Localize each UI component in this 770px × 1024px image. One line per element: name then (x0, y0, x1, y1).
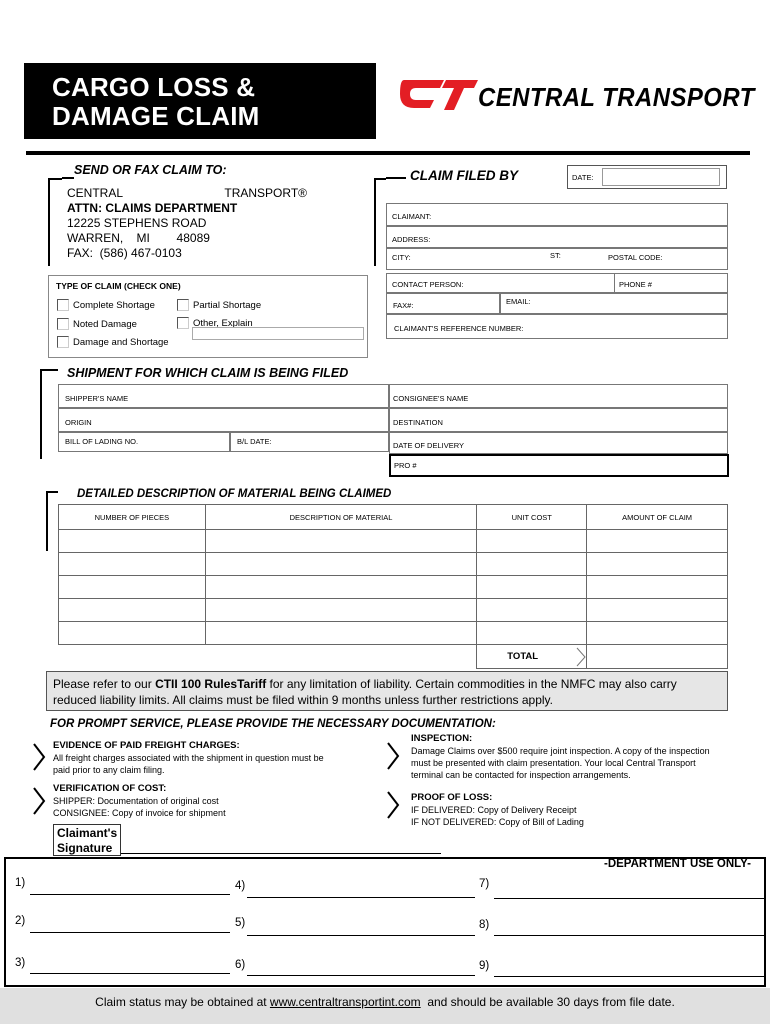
table-cell[interactable] (587, 599, 728, 622)
dept-line-5[interactable] (247, 935, 475, 936)
phone-label: PHONE # (619, 280, 652, 289)
dept-item-2: 2) (15, 915, 26, 927)
liability-notice (46, 671, 728, 711)
consignee-label: CONSIGNEE'S NAME (393, 394, 469, 403)
table-row[interactable] (59, 530, 728, 553)
table-cell[interactable] (59, 553, 206, 576)
col-amount-of-claim: AMOUNT OF CLAIM (587, 505, 728, 530)
col-description: DESCRIPTION OF MATERIAL (205, 505, 477, 530)
other-explain-field[interactable] (192, 327, 364, 340)
bl-date-field[interactable] (230, 432, 389, 452)
signature-line[interactable] (121, 853, 441, 854)
ct-logo-icon (400, 72, 480, 116)
table-cell[interactable] (59, 622, 206, 645)
pro-number-field[interactable] (389, 454, 729, 477)
chevron-right-icon (32, 787, 46, 815)
table-cell[interactable] (59, 530, 206, 553)
delivery-date-label: DATE OF DELIVERY (393, 441, 464, 450)
reference-number-label: CLAIMANT'S REFERENCE NUMBER: (394, 324, 524, 333)
table-cell[interactable] (477, 530, 587, 553)
empty-cell (205, 645, 477, 669)
signature-line2: Signature (57, 841, 113, 855)
consignee-name-field[interactable] (389, 384, 728, 408)
shipper-name-field[interactable] (58, 384, 389, 408)
city-row[interactable] (386, 248, 728, 270)
pro-number-label: PRO # (394, 461, 417, 470)
documentation-heading: FOR PROMPT SERVICE, PLEASE PROVIDE THE NECESSARY DOCUMENTATION: (50, 718, 496, 730)
send-to-address (67, 186, 367, 261)
evidence-heading: EVIDENCE OF PAID FREIGHT CHARGES: (53, 740, 240, 751)
dept-item-1: 1) (15, 877, 26, 889)
signature-line1: Claimant's (57, 826, 118, 840)
claimant-label: CLAIMANT: (392, 212, 432, 221)
department-use-box (4, 857, 766, 987)
material-table-header (59, 505, 728, 530)
phone-field[interactable] (614, 273, 728, 293)
header-divider (26, 151, 750, 155)
send-to-bracket (48, 178, 62, 266)
verification-consignee: CONSIGNEE: Copy of invoice for shipment (53, 808, 226, 818)
table-cell[interactable] (477, 576, 587, 599)
dept-line-8[interactable] (494, 935, 764, 936)
fax-field[interactable] (386, 293, 500, 314)
email-label: EMAIL: (506, 297, 531, 306)
dept-item-6: 6) (235, 959, 246, 971)
bl-date-label: B/L DATE: (237, 437, 272, 446)
notice-text-2: for any limitation of liability. Certain commodities in the NMFC may also carry reduced liability limits. All claims must be filed within 9 months unless further restrictions apply. (53, 677, 677, 707)
dept-item-8: 8) (479, 919, 490, 931)
proof-not-delivered: IF NOT DELIVERED: Copy of Bill of Lading (411, 817, 584, 827)
dept-line-7[interactable] (494, 898, 764, 899)
address-street: 12225 STEPHENS ROAD (67, 216, 207, 230)
inspection-heading: INSPECTION: (411, 733, 473, 744)
claimant-field[interactable] (386, 203, 728, 226)
dept-line-2[interactable] (30, 932, 230, 933)
date-input[interactable] (602, 168, 720, 186)
email-field[interactable] (500, 293, 728, 314)
checkbox-box[interactable] (57, 299, 69, 311)
shipment-heading: SHIPMENT FOR WHICH CLAIM IS BEING FILED (67, 366, 349, 380)
shipment-bracket (40, 369, 58, 459)
checkbox-noted-damage[interactable] (57, 318, 137, 330)
address-label: ADDRESS: (392, 235, 431, 244)
department-use-heading: -DEPARTMENT USE ONLY- (604, 858, 751, 870)
checkbox-damage-and-shortage[interactable] (57, 336, 169, 348)
central-transport-logo (400, 72, 755, 116)
origin-label: ORIGIN (65, 418, 92, 427)
checkbox-box[interactable] (57, 318, 69, 330)
table-row[interactable] (59, 576, 728, 599)
checkbox-label: Noted Damage (73, 318, 137, 330)
reference-number-field[interactable] (386, 314, 728, 339)
footer-text-post: and should be available 30 days from file date. (420, 995, 675, 1009)
footer-text-pre: Claim status may be obtained at (95, 995, 270, 1009)
dept-item-4: 4) (235, 880, 246, 892)
table-row[interactable] (59, 553, 728, 576)
table-cell[interactable] (477, 553, 587, 576)
checkbox-box[interactable] (177, 317, 189, 329)
city-label: CITY: (392, 253, 411, 262)
chevron-right-icon (386, 742, 400, 770)
fax-label: FAX#: (393, 301, 414, 310)
address-city: WARREN, MI 48089 (67, 231, 210, 245)
table-cell[interactable] (205, 622, 477, 645)
website-link[interactable]: www.centraltransportint.com (269, 995, 421, 1009)
proof-heading: PROOF OF LOSS: (411, 792, 493, 803)
checkbox-box[interactable] (177, 299, 189, 311)
table-cell[interactable] (205, 576, 477, 599)
total-row (59, 645, 728, 669)
postal-code-label: POSTAL CODE: (608, 253, 663, 262)
footer-status-note (0, 988, 770, 1024)
total-text: TOTAL (507, 651, 539, 662)
verification-shipper: SHIPPER: Documentation of original cost (53, 796, 219, 806)
notice-tariff: CTII 100 RulesTariff (155, 677, 267, 691)
destination-label: DESTINATION (393, 418, 443, 427)
form-title-line1: CARGO LOSS & (52, 72, 256, 102)
table-cell[interactable] (205, 530, 477, 553)
total-amount-cell[interactable] (587, 645, 728, 669)
dept-line-3[interactable] (30, 973, 230, 974)
material-bracket (46, 491, 58, 551)
claim-type-heading: TYPE OF CLAIM (CHECK ONE) (56, 281, 181, 291)
checkbox-label: Other, Explain (193, 317, 253, 329)
logo-wordmark: CENTRAL TRANSPORT (478, 82, 755, 112)
delivery-date-field[interactable] (389, 432, 728, 454)
claim-filed-heading: CLAIM FILED BY (410, 168, 518, 183)
table-row[interactable] (59, 622, 728, 645)
verification-heading: VERIFICATION OF COST: (53, 783, 167, 794)
shipper-label: SHIPPER'S NAME (65, 394, 129, 403)
checkbox-complete-shortage[interactable] (57, 299, 155, 311)
table-cell[interactable] (477, 599, 587, 622)
destination-field[interactable] (389, 408, 728, 432)
table-cell[interactable] (587, 530, 728, 553)
address-transport: TRANSPORT® (224, 186, 307, 200)
table-cell[interactable] (587, 622, 728, 645)
dept-item-3: 3) (15, 957, 26, 969)
proof-of-loss-block (411, 792, 726, 828)
contact-person-label: CONTACT PERSON: (392, 280, 464, 289)
notice-text-1: Please refer to our (53, 677, 156, 691)
claim-filed-bracket-top (386, 177, 406, 179)
address-field[interactable] (386, 226, 728, 248)
proof-delivered: IF DELIVERED: Copy of Delivery Receipt (411, 805, 577, 815)
col-unit-cost: UNIT COST (477, 505, 587, 530)
table-cell[interactable] (205, 553, 477, 576)
claimant-signature-label (53, 824, 121, 856)
chevron-right-icon (386, 791, 400, 819)
dept-line-6[interactable] (247, 975, 475, 976)
state-label: ST: (550, 251, 561, 260)
chevron-right-icon (32, 743, 46, 771)
bol-label: BILL OF LADING NO. (65, 437, 139, 446)
empty-cell (59, 645, 206, 669)
dept-line-1[interactable] (30, 894, 230, 895)
table-cell[interactable] (477, 622, 587, 645)
col-number-of-pieces: NUMBER OF PIECES (59, 505, 206, 530)
inspection-block (411, 733, 726, 781)
dept-line-4[interactable] (247, 897, 475, 898)
dept-item-7: 7) (479, 878, 490, 890)
dept-item-5: 5) (235, 917, 246, 929)
form-title-line2: DAMAGE CLAIM (52, 101, 260, 131)
material-table (58, 504, 728, 669)
table-row[interactable] (59, 599, 728, 622)
verification-block (53, 783, 343, 819)
bill-of-lading-field[interactable] (58, 432, 230, 452)
send-to-heading: SEND OR FAX CLAIM TO: (74, 163, 227, 177)
checkbox-box[interactable] (57, 336, 69, 348)
material-heading: DETAILED DESCRIPTION OF MATERIAL BEING CLAIMED (77, 488, 392, 500)
table-cell[interactable] (205, 599, 477, 622)
checkbox-label: Damage and Shortage (73, 336, 169, 348)
address-fax: FAX: (586) 467-0103 (67, 246, 182, 260)
checkbox-label: Complete Shortage (73, 299, 155, 311)
evidence-text: All freight charges associated with the shipment in question must be paid prior to any claim filing. (53, 753, 324, 775)
date-label: DATE: (572, 173, 594, 182)
table-cell[interactable] (59, 576, 206, 599)
checkbox-partial-shortage[interactable] (177, 299, 261, 311)
table-cell[interactable] (587, 553, 728, 576)
inspection-text: Damage Claims over $500 require joint inspection. A copy of the inspection must be presented with claim presentation. Your local Central Transport terminal can be contacted for inspection arrangements. (411, 746, 710, 780)
dept-item-9: 9) (479, 960, 490, 972)
dept-line-9[interactable] (494, 976, 764, 977)
table-cell[interactable] (587, 576, 728, 599)
claim-filed-bracket (374, 178, 386, 266)
address-attn: ATTN: CLAIMS DEPARTMENT (67, 201, 238, 215)
evidence-block (53, 740, 343, 776)
form-title-block (24, 63, 376, 139)
table-cell[interactable] (59, 599, 206, 622)
chevron-right-icon (576, 647, 586, 667)
total-label (477, 645, 587, 669)
date-box (567, 165, 727, 189)
send-to-bracket-top (62, 177, 74, 179)
address-central: CENTRAL (67, 186, 124, 200)
checkbox-label: Partial Shortage (193, 299, 262, 311)
origin-field[interactable] (58, 408, 389, 432)
